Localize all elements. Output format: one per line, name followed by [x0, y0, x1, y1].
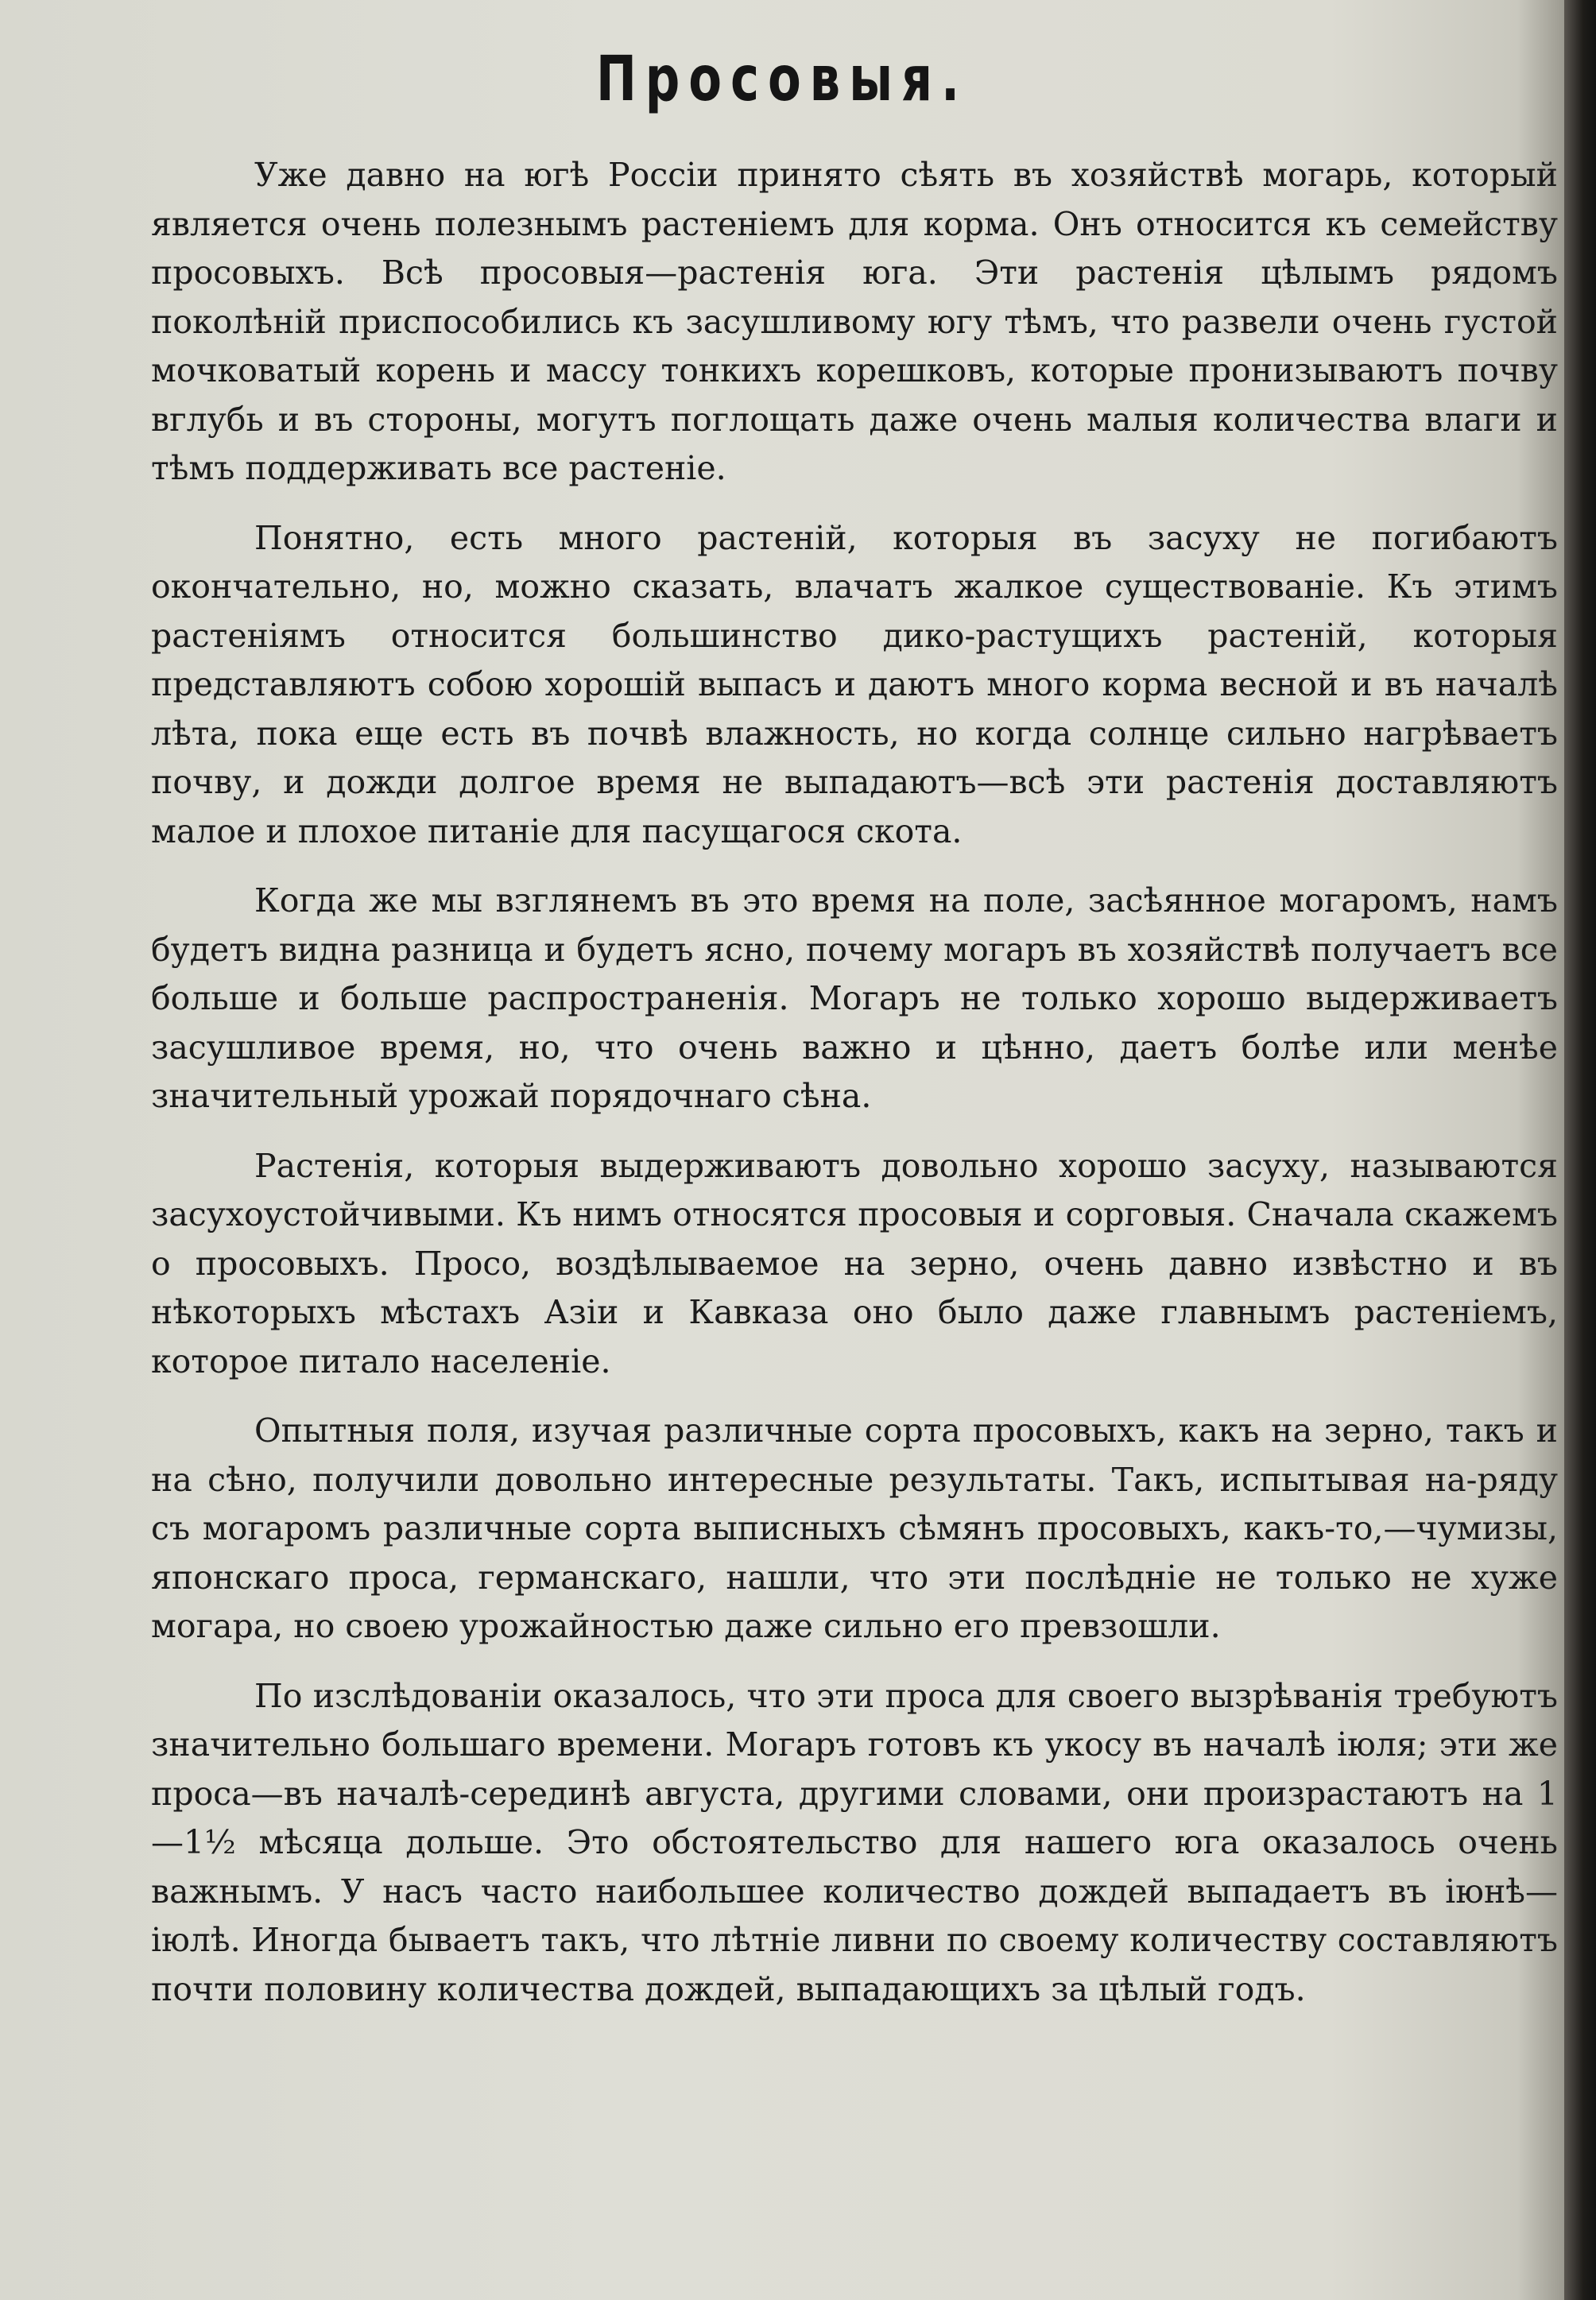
- paragraph-2: Понятно, есть много растеній, которыя въ засуху не погибаютъ окончательно, но, можно сказать, влачатъ жалкое существованіе. Къ этимъ растеніямъ относится большинство дико-растущихъ растеній, которыя представляютъ собою хорошій выпасъ и даютъ много корма весной и въ началѣ лѣта, пока еще есть въ почвѣ влажность, но когда солнце сильно нагрѣваетъ почву, и дожди долгое время не выпадаютъ—всѣ эти растенія доставляютъ малое и плохое питаніе для пасущагося скота.: [151, 518, 1558, 850]
- body-text: [151, 151, 1558, 2014]
- paragraph-5: Опытныя поля, изучая различные сорта просовыхъ, какъ на зерно, такъ и на сѣно, получили довольно интересные результаты. Такъ, испытывая на-ряду съ могаромъ различные сорта выписныхъ сѣмянъ просовыхъ, какъ-то,—чумизы, японскаго проса, германскаго, нашли, что эти послѣдніе не только не хуже могара, но своею урожайностью даже сильно его превзошли.: [151, 1411, 1558, 1645]
- page-title: Просовыя.: [595, 44, 969, 115]
- book-spine: [1564, 0, 1596, 2300]
- paragraph-3: Когда же мы взглянемъ въ это время на поле, засѣянное могаромъ, намъ будетъ видна разница и будетъ ясно, почему могаръ въ хозяйствѣ получаетъ все больше и больше распространенія. Могаръ не только хорошо выдерживаетъ засушливое время, но, что очень важно и цѣнно, даетъ болѣе или менѣе значительный урожай порядочнаго сѣна.: [151, 881, 1558, 1115]
- paragraph-6: По изслѣдованіи оказалось, что эти проса для своего вызрѣванія требуютъ значительно большаго времени. Могаръ готовъ къ укосу въ началѣ іюля; эти же проса—въ началѣ-серединѣ августа, другими словами, они произрастаютъ на 1—1½ мѣсяца дольше. Это обстоятельство для нашего юга оказалось очень важнымъ. У насъ часто наибольшее количество дождей выпадаетъ въ іюнѣ—іюлѣ. Иногда бываетъ такъ, что лѣтніе ливни по своему количеству составляютъ почти половину количества дождей, выпадающихъ за цѣлый годъ.: [151, 1676, 1558, 2008]
- paragraph-1: Уже давно на югѣ Россіи принято сѣять въ хозяйствѣ могарь, который является очень полезнымъ растеніемъ для корма. Онъ относится къ семейству просовыхъ. Всѣ просовыя—растенія юга. Эти растенія цѣлымъ рядомъ поколѣній приспособились къ засушливому югу тѣмъ, что развели очень густой мочковатый корень и массу тонкихъ корешковъ, которые пронизываютъ почву вглубь и въ стороны, могутъ поглощать даже очень малыя количества влаги и тѣмъ поддерживать все растеніе.: [151, 156, 1558, 487]
- paragraph-4: Растенія, которыя выдерживаютъ довольно хорошо засуху, называются засухоустойчивыми. Къ нимъ относятся просовыя и сорговыя. Сначала скажемъ о просовыхъ. Просо, воздѣлываемое на зерно, очень давно извѣстно и въ нѣкоторыхъ мѣстахъ Азіи и Кавказа оно было даже главнымъ растеніемъ, которое питало населеніе.: [151, 1146, 1558, 1380]
